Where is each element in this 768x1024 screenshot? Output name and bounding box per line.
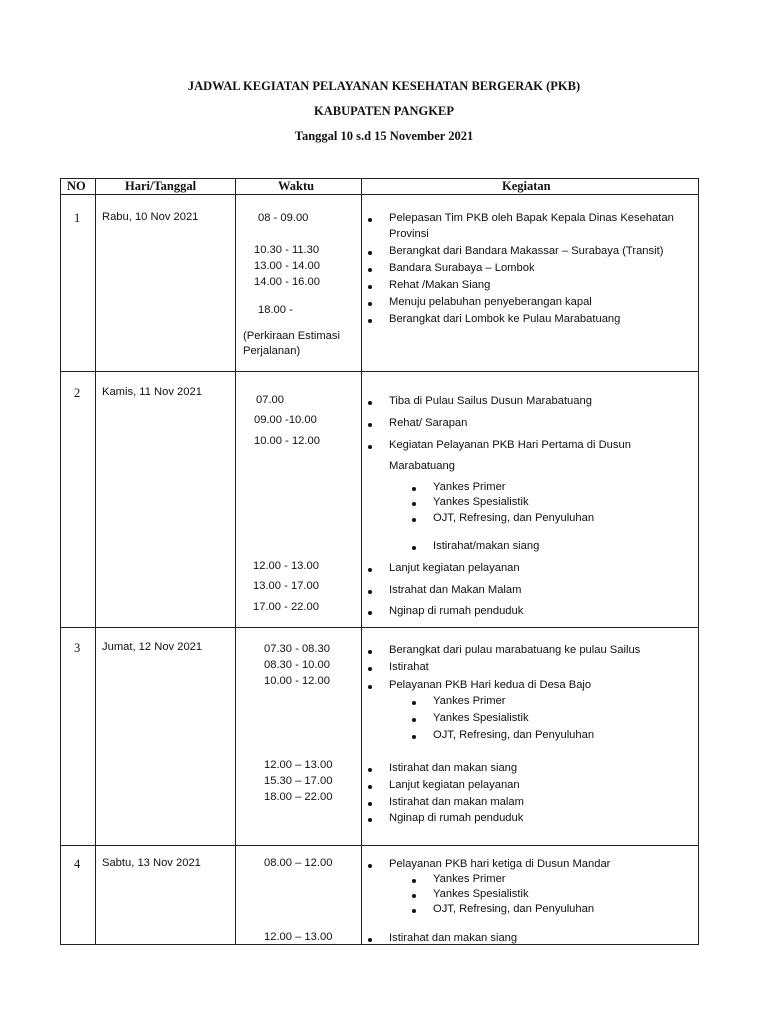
sub-activity-item: Yankes Primer: [433, 873, 506, 885]
bullet-icon: [368, 768, 372, 772]
activity-item: Istirahat: [389, 661, 429, 673]
time-slot: 08 - 09.00: [258, 212, 309, 224]
row-divider: [60, 845, 699, 846]
row-divider: [60, 627, 699, 628]
bullet-icon: [412, 894, 416, 898]
bullet-icon: [412, 701, 416, 705]
bullet-icon: [368, 401, 372, 405]
bullet-icon: [368, 285, 372, 289]
time-slot: 12.00 - 13.00: [253, 560, 319, 572]
sub-activity-item: Istirahat/makan siang: [433, 540, 540, 552]
time-slot: 09.00 -10.00: [254, 414, 317, 426]
bullet-icon: [412, 879, 416, 883]
time-slot: 15.30 – 17.00: [264, 775, 333, 787]
activity-item: Provinsi: [389, 228, 429, 240]
bullet-icon: [368, 667, 372, 671]
document-title: JADWAL KEGIATAN PELAYANAN KESEHATAN BERGERAK (PKB): [187, 79, 581, 93]
time-slot: 13.00 - 14.00: [254, 260, 320, 272]
row-day: Kamis, 11 Nov 2021: [102, 386, 202, 398]
time-slot: 07.30 - 08.30: [264, 643, 330, 655]
bullet-icon: [368, 319, 372, 323]
table-border-bottom: [60, 944, 699, 945]
column-divider: [235, 178, 236, 945]
bullet-icon: [368, 802, 372, 806]
sub-activity-item: Yankes Spesialistik: [433, 712, 529, 724]
activity-item: Berangkat dari Lombok ke Pulau Marabatuang: [389, 313, 621, 325]
bullet-icon: [412, 502, 416, 506]
row-number: 1: [74, 211, 81, 225]
activity-item: Menuju pelabuhan penyeberangan kapal: [389, 296, 592, 308]
column-divider: [361, 178, 362, 945]
sub-activity-item: Yankes Primer: [433, 695, 506, 707]
bullet-icon: [368, 302, 372, 306]
activity-item: Istrahat dan Makan Malam: [389, 584, 522, 596]
activity-item: Berangkat dari Bandara Makassar – Surabaya (Transit): [389, 245, 664, 257]
bullet-icon: [368, 445, 372, 449]
bullet-icon: [368, 685, 372, 689]
activity-item: Berangkat dari pulau marabatuang ke pulau Sailus: [389, 644, 641, 656]
row-day: Rabu, 10 Nov 2021: [102, 211, 199, 223]
document-date-range: Tanggal 10 s.d 15 November 2021: [294, 129, 474, 143]
activity-item: Bandara Surabaya – Lombok: [389, 262, 535, 274]
bullet-icon: [368, 251, 372, 255]
sub-activity-item: OJT, Refresing, dan Penyuluhan: [433, 729, 595, 741]
header-no: NO: [67, 179, 86, 193]
bullet-icon: [368, 785, 372, 789]
row-day: Jumat, 12 Nov 2021: [102, 641, 203, 653]
activity-item: Pelayanan PKB hari ketiga di Dusun Mandar: [389, 858, 611, 870]
header-activity: Kegiatan: [502, 179, 551, 193]
activity-item: Rehat/ Sarapan: [389, 417, 468, 429]
bullet-icon: [412, 518, 416, 522]
activity-item: Marabatuang: [389, 460, 455, 472]
time-slot: 17.00 - 22.00: [253, 601, 319, 613]
activity-item: Lanjut kegiatan pelayanan: [389, 779, 520, 791]
bullet-icon: [412, 735, 416, 739]
time-slot: 10.30 - 11.30: [254, 244, 320, 256]
time-note: Perjalanan): [243, 345, 301, 357]
header-day: Hari/Tanggal: [125, 179, 197, 193]
activity-item: Pelayanan PKB Hari kedua di Desa Bajo: [389, 679, 592, 691]
activity-item: Lanjut kegiatan pelayanan: [389, 562, 520, 574]
document-subtitle: KABUPATEN PANGKEP: [314, 104, 454, 118]
bullet-icon: [368, 423, 372, 427]
bullet-icon: [412, 909, 416, 913]
time-slot: 08.00 – 12.00: [264, 857, 333, 869]
bullet-icon: [368, 590, 372, 594]
time-slot: 07.00: [256, 394, 284, 406]
time-slot: 18.00 -: [258, 304, 293, 316]
bullet-icon: [368, 568, 372, 572]
activity-item: Istirahat dan makan siang: [389, 762, 518, 774]
activity-item: Istirahat dan makan malam: [389, 796, 524, 808]
activity-item: Nginap di rumah penduduk: [389, 605, 524, 617]
time-note: (Perkiraan Estimasi: [243, 330, 340, 342]
activity-item: Tiba di Pulau Sailus Dusun Marabatuang: [389, 395, 592, 407]
time-slot: 10.00 - 12.00: [264, 675, 330, 687]
activity-item: Nginap di rumah penduduk: [389, 812, 524, 824]
sub-activity-item: Yankes Spesialistik: [433, 496, 529, 508]
sub-activity-item: Yankes Spesialistik: [433, 888, 529, 900]
time-slot: 10.00 - 12.00: [254, 435, 320, 447]
bullet-icon: [368, 864, 372, 868]
time-slot: 14.00 - 16.00: [254, 276, 320, 288]
table-border-right: [698, 178, 699, 945]
row-day: Sabtu, 13 Nov 2021: [102, 857, 201, 869]
row-number: 3: [74, 641, 81, 655]
activity-item: Pelepasan Tim PKB oleh Bapak Kepala Dinas Kesehatan: [389, 212, 674, 224]
time-slot: 13.00 - 17.00: [253, 580, 319, 592]
activity-item: Kegiatan Pelayanan PKB Hari Pertama di Dusun: [389, 439, 631, 451]
time-slot: 12.00 – 13.00: [264, 759, 333, 771]
bullet-icon: [368, 818, 372, 822]
sub-activity-item: OJT, Refresing, dan Penyuluhan: [433, 512, 595, 524]
time-slot: 18.00 – 22.00: [264, 791, 333, 803]
row-number: 2: [74, 386, 81, 400]
time-slot: 08.30 - 10.00: [264, 659, 330, 671]
bullet-icon: [412, 546, 416, 550]
column-divider: [95, 178, 96, 945]
row-divider: [60, 371, 699, 372]
sub-activity-item: Yankes Primer: [433, 481, 506, 493]
activity-item: Rehat /Makan Siang: [389, 279, 491, 291]
activity-item: Istirahat dan makan siang: [389, 932, 518, 944]
row-number: 4: [74, 857, 81, 871]
table-border-left: [60, 178, 61, 945]
bullet-icon: [412, 718, 416, 722]
sub-activity-item: OJT, Refresing, dan Penyuluhan: [433, 903, 595, 915]
bullet-icon: [368, 218, 372, 222]
bullet-icon: [412, 487, 416, 491]
time-slot: 12.00 – 13.00: [264, 931, 333, 943]
bullet-icon: [368, 268, 372, 272]
header-time: Waktu: [278, 179, 315, 193]
bullet-icon: [368, 611, 372, 615]
bullet-icon: [368, 650, 372, 654]
table-header-divider: [60, 194, 699, 195]
bullet-icon: [368, 938, 372, 942]
